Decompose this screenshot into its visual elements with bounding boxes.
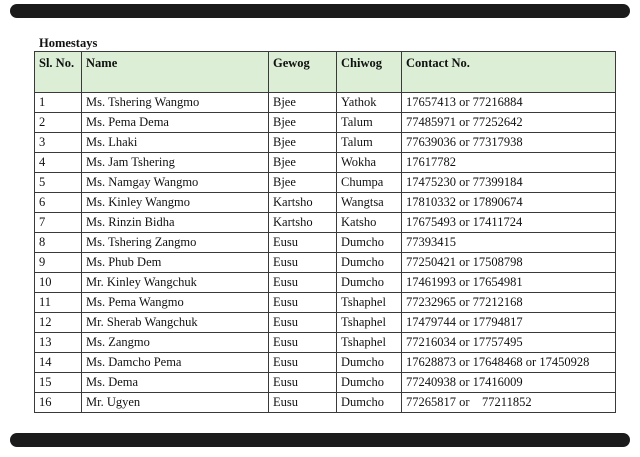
cell-gewog: Eusu [269,393,337,413]
cell-name: Ms. Rinzin Bidha [82,213,269,233]
cell-gewog: Eusu [269,333,337,353]
cell-sl-no: 6 [35,193,82,213]
cell-chiwog: Talum [337,133,402,153]
cell-name: Ms. Pema Dema [82,113,269,133]
cell-contact: 17617782 [402,153,616,173]
cell-name: Mr. Sherab Wangchuk [82,313,269,333]
cell-contact: 17657413 or 77216884 [402,93,616,113]
cell-sl-no: 7 [35,213,82,233]
cell-sl-no: 3 [35,133,82,153]
table-row [35,333,616,353]
cell-name: Ms. Namgay Wangmo [82,173,269,193]
cell-sl-no: 10 [35,273,82,293]
table-row [35,193,616,213]
cell-sl-no: 13 [35,333,82,353]
bottom-frame-bar [10,433,630,447]
table-header-row [35,52,616,93]
cell-gewog: Eusu [269,273,337,293]
cell-chiwog: Dumcho [337,373,402,393]
column-header-sl-no: Sl. No. [35,52,82,93]
cell-contact: 17475230 or 77399184 [402,173,616,193]
cell-chiwog: Talum [337,113,402,133]
cell-contact: 17628873 or 17648468 or 17450928 [402,353,616,373]
top-frame-bar [10,4,630,18]
table-body [35,93,616,413]
cell-contact: 77639036 or 77317938 [402,133,616,153]
table-row [35,133,616,153]
cell-sl-no: 2 [35,113,82,133]
cell-chiwog: Yathok [337,93,402,113]
table-row [35,213,616,233]
cell-chiwog: Dumcho [337,273,402,293]
cell-gewog: Bjee [269,173,337,193]
cell-contact: 77216034 or 17757495 [402,333,616,353]
homestays-table [34,51,616,413]
cell-contact: 77265817 or 77211852 [402,393,616,413]
table-row [35,233,616,253]
cell-chiwog: Dumcho [337,233,402,253]
column-header-chiwog: Chiwog [337,52,402,93]
cell-gewog: Bjee [269,133,337,153]
table-row [35,313,616,333]
table-row [35,253,616,273]
table-row [35,373,616,393]
cell-sl-no: 12 [35,313,82,333]
cell-chiwog: Wokha [337,153,402,173]
cell-gewog: Eusu [269,373,337,393]
cell-sl-no: 15 [35,373,82,393]
cell-chiwog: Dumcho [337,353,402,373]
cell-gewog: Eusu [269,253,337,273]
cell-gewog: Kartsho [269,193,337,213]
cell-chiwog: Tshaphel [337,313,402,333]
table-row [35,173,616,193]
cell-gewog: Bjee [269,113,337,133]
column-header-name: Name [82,52,269,93]
cell-gewog: Kartsho [269,213,337,233]
document-title: Homestays [39,36,98,50]
cell-contact: 17675493 or 17411724 [402,213,616,233]
cell-chiwog: Tshaphel [337,293,402,313]
cell-sl-no: 8 [35,233,82,253]
cell-sl-no: 16 [35,393,82,413]
cell-name: Ms. Pema Wangmo [82,293,269,313]
cell-sl-no: 14 [35,353,82,373]
cell-chiwog: Chumpa [337,173,402,193]
cell-sl-no: 9 [35,253,82,273]
cell-name: Ms. Dema [82,373,269,393]
table-row [35,93,616,113]
cell-gewog: Eusu [269,233,337,253]
table-row [35,393,616,413]
cell-contact: 77232965 or 77212168 [402,293,616,313]
table-row [35,273,616,293]
cell-name: Mr. Ugyen [82,393,269,413]
cell-gewog: Eusu [269,353,337,373]
cell-gewog: Bjee [269,93,337,113]
cell-chiwog: Dumcho [337,253,402,273]
cell-chiwog: Dumcho [337,393,402,413]
cell-name: Ms. Kinley Wangmo [82,193,269,213]
table-row [35,293,616,313]
cell-sl-no: 5 [35,173,82,193]
table-row [35,153,616,173]
cell-name: Ms. Zangmo [82,333,269,353]
cell-chiwog: Tshaphel [337,333,402,353]
cell-contact: 77485971 or 77252642 [402,113,616,133]
cell-contact: 17479744 or 17794817 [402,313,616,333]
column-header-gewog: Gewog [269,52,337,93]
cell-sl-no: 1 [35,93,82,113]
cell-sl-no: 4 [35,153,82,173]
cell-name: Ms. Tshering Zangmo [82,233,269,253]
column-header-contact: Contact No. [402,52,616,93]
cell-contact: 17461993 or 17654981 [402,273,616,293]
cell-chiwog: Wangtsa [337,193,402,213]
cell-name: Ms. Tshering Wangmo [82,93,269,113]
cell-name: Ms. Damcho Pema [82,353,269,373]
cell-name: Ms. Lhaki [82,133,269,153]
cell-contact: 17810332 or 17890674 [402,193,616,213]
cell-chiwog: Katsho [337,213,402,233]
cell-contact: 77393415 [402,233,616,253]
cell-name: Ms. Jam Tshering [82,153,269,173]
cell-sl-no: 11 [35,293,82,313]
cell-contact: 77240938 or 17416009 [402,373,616,393]
cell-gewog: Eusu [269,313,337,333]
table-row [35,113,616,133]
cell-name: Mr. Kinley Wangchuk [82,273,269,293]
cell-gewog: Eusu [269,293,337,313]
cell-name: Ms. Phub Dem [82,253,269,273]
table-row [35,353,616,373]
cell-contact: 77250421 or 17508798 [402,253,616,273]
cell-gewog: Bjee [269,153,337,173]
